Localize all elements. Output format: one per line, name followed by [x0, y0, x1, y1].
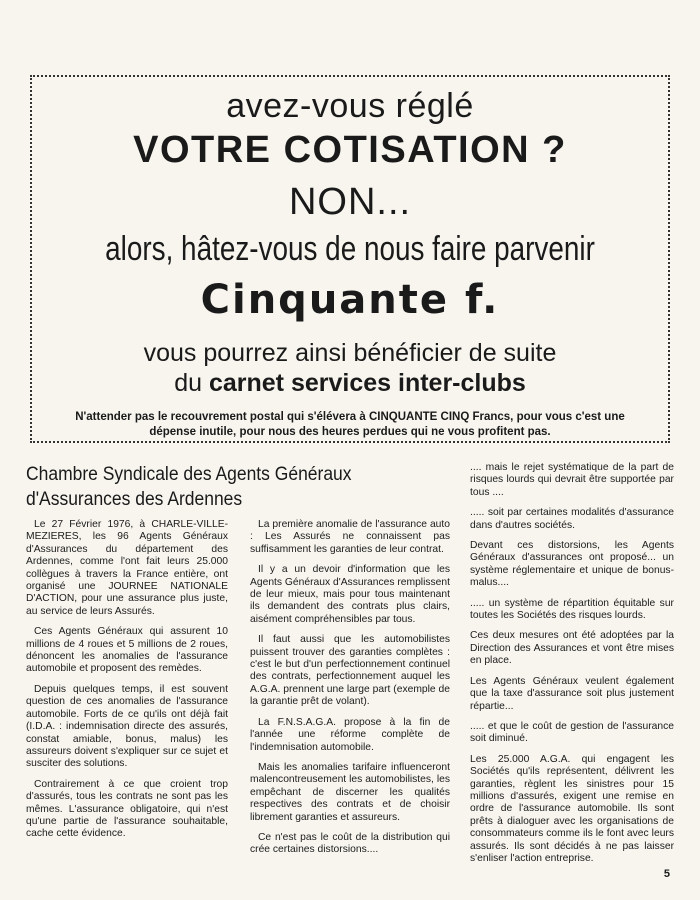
ad-line-carnet-prefix: du: [174, 369, 209, 397]
article-title: [26, 462, 412, 512]
ad-line-hatez-vous: alors, hâtez-vous de nous faire parvenir: [105, 230, 595, 268]
paragraph: Ces Agents Généraux qui assurent 10 millions de 4 roues et 5 millions de 2 roues, dénoncent les anomalies de l'assurance automobile et proposent des remèdes.: [26, 626, 228, 675]
article-column-3: [470, 462, 674, 873]
paragraph: ..... soit par certaines modalités d'assurance dans d'autres sociétés.: [470, 507, 674, 531]
ad-line-question: avez-vous réglé: [226, 87, 474, 125]
paragraph: ..... et que le coût de gestion de l'assurance soit diminué.: [470, 720, 674, 745]
paragraph: Contrairement à ce que croient trop d'assurés, tous les contrats ne sont pas les mêmes. L'assurance obligatoire, qui n'est qu'une partie de l'assurance souhaitable, cache cette évidence.: [26, 778, 228, 840]
ad-note: N'attender pas le recouvrement postal qui s'élévera à CINQUANTE CINQ Francs, pour vous c'est une dépense inutile, pour nous des heures perdues qui ne vous profitent pas.: [75, 411, 625, 438]
paragraph: Les Agents Généraux veulent également que la taxe d'assurance soit plus justement répartie...: [470, 675, 674, 712]
cotisation-advertisement: [30, 75, 670, 443]
paragraph: Il y a un devoir d'information que les Agents Généraux d'Assurances remplissent de leur mieux, mais pour tous maintenant ils demandent des contrats plus clairs, aisément compréhensibles par tous.: [250, 564, 450, 625]
ad-line-carnet-bold: carnet services inter-clubs: [208, 369, 526, 397]
ad-line-cotisation: VOTRE COTISATION ?: [133, 129, 567, 171]
ad-line-non: NON...: [288, 181, 412, 223]
paragraph: Devant ces distorsions, les Agents Généraux d'assurances ont proposé... un système réglementaire et unique de bonus-malus....: [470, 540, 674, 589]
page-number: 5: [663, 868, 670, 880]
article-column-2: [250, 519, 450, 865]
article-column-1: [26, 519, 228, 849]
paragraph: Depuis quelques temps, il est souvent question de ces anomalies de l'assurance automobile. Forts de ce qu'ils ont déjà fait (I.D.A. : indemnisation directe des assurés, constat amiable, bonus, malus) les assureurs doivent s'expliquer sur ce sujet et susciter des solutions.: [26, 683, 228, 770]
paragraph: La première anomalie de l'assurance auto : Les Assurés ne connaissent pas suffisamment les garanties de leur contrat.: [250, 519, 450, 555]
paragraph: Ce n'est pas le coût de la distribution qui crée certaines distorsions....: [250, 831, 450, 856]
paragraph: La F.N.S.A.G.A. propose à la fin de l'année une réforme complète de l'indemnisation automobile.: [250, 716, 450, 753]
ad-line-amount: Cinquante f.: [200, 277, 500, 323]
article-title-line-2: d'Assurances des Ardennes: [26, 489, 243, 510]
ad-line-beneficier: vous pourrez ainsi bénéficier de suite: [143, 339, 557, 367]
paragraph: Ces deux mesures ont été adoptées par la Direction des Assurances et vont être mises en place.: [470, 630, 674, 667]
article-title-line-1: Chambre Syndicale des Agents Généraux: [26, 464, 352, 485]
paragraph: Il faut aussi que les automobilistes puissent trouver des garanties complètes : c'est le but d'un perfectionnement continuel des contrats, perfectionnement auquel les A.G.A. prennent une large part (exemple de la garantie prêt de volant).: [250, 634, 450, 708]
paragraph: Le 27 Février 1976, à CHARLE-VILLE-MEZIERES, les 96 Agents Généraux d'Assurances du département des Ardennes, comme l'ont fait leurs 25.000 collègues à travers la France entière, ont organisé une JOURNEE NATIONALE D'ACTION, pour une assurance plus juste, au service de leurs Assurés.: [26, 519, 228, 617]
paragraph: .... mais le rejet systématique de la part de risques lourds qui devrait être supportée par tous ....: [470, 462, 674, 498]
paragraph: Les 25.000 A.G.A. qui engagent les Sociétés qu'ils représentent, délivrent les garanties, règlent les sinistres pour 15 millions d'assurés, exigent une remise en ordre de l'assurance automobile. Ils sont prêts à dialoguer avec les organisations de consommateurs comme ils le font avec leurs assurés. Ils sont décidés à ne pas laisser s'enliser l'action entreprise.: [470, 753, 674, 864]
ad-line-carnet: [32, 369, 668, 398]
paragraph: Mais les anomalies tarifaire influenceront malencontreusement les automobilistes, les empêchant de discerner les qualités respectives des contrats et de choisir librement garanties et assureurs.: [250, 761, 450, 823]
paragraph: ..... un système de répartition équitable sur toutes les Sociétés des risques lourds.: [470, 597, 674, 622]
